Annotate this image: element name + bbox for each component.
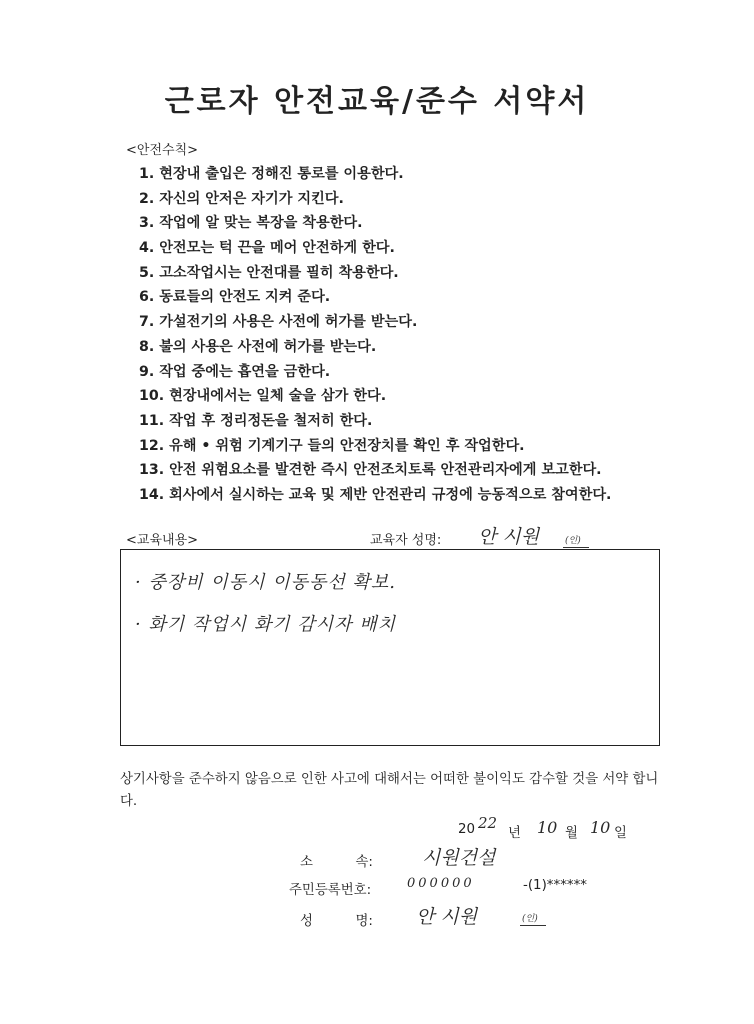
safety-rule: 7. 가설전기의 사용은 사전에 허가를 받는다. (139, 314, 418, 331)
safety-rule: 8. 불의 사용은 사전에 허가를 받는다. (139, 338, 377, 355)
date-month-value: 10 (537, 818, 558, 837)
resident-number-label: 주민등록번호: (289, 883, 372, 898)
affiliation-value: 시원건설 (422, 847, 496, 869)
education-content-label: <교육내용> (126, 533, 199, 548)
safety-rule: 3. 작업에 알 맞는 복장을 착용한다. (139, 215, 363, 232)
safety-rule: 2. 자신의 안저은 자기가 지킨다. (139, 190, 344, 207)
safety-rule: 9. 작업 중에는 흡연을 금한다. (139, 363, 331, 380)
resident-number-front: 000000 (407, 876, 475, 891)
educator-seal: (인) (563, 533, 589, 548)
educator-signature: 안 시원 (478, 526, 540, 548)
date-month-unit: 월 (565, 826, 578, 841)
education-content-box (120, 549, 660, 746)
date-year-value: 22 (478, 814, 498, 832)
date-year-unit: 년 (508, 826, 521, 841)
safety-rule: 14. 회사에서 실시하는 교육 및 제반 안전관리 규정에 능동적으로 참여한다. (139, 486, 612, 503)
safety-rule: 4. 안전모는 턱 끈을 메어 안전하게 한다. (139, 240, 395, 257)
safety-rule: 1. 현장내 출입은 정해진 통로를 이용한다. (139, 166, 404, 182)
safety-rule: 6. 동료들의 안전도 지켜 준다. (139, 289, 331, 306)
educator-name-label: 교육자 성명: (370, 533, 442, 548)
safety-rule: 5. 고소작업시는 안전대를 필히 착용한다. (139, 264, 399, 281)
safety-rule: 12. 유해 • 위험 기계기구 들의 안전장치를 확인 후 작업한다. (139, 437, 525, 454)
date-day-value: 10 (590, 818, 611, 837)
safety-rule: 13. 안전 위험요소를 발견한 즉시 안전조치토록 안전관리자에게 보고한다. (139, 462, 602, 479)
education-content-line: · 화기 작업시 화기 감시자 배치 (135, 614, 396, 635)
safety-rules-label: <안전수칙> (126, 143, 199, 158)
name-label: 성 명: (300, 914, 373, 929)
signer-seal: (인) (520, 911, 546, 926)
signer-signature: 안 시원 (416, 906, 478, 928)
affiliation-label: 소 속: (300, 855, 373, 870)
date-prefix: 20 (458, 822, 476, 837)
resident-number-back: -(1)****** (523, 878, 587, 893)
document-title: 근로자 안전교육/준수 서약서 (164, 84, 590, 119)
safety-rule: 10. 현장내에서는 일체 술을 삼가 한다. (139, 388, 387, 405)
pledge-statement: 상기사항을 준수하지 않음으로 인한 사고에 대해서는 어떠한 불이익도 감수할 것을 서약 합니다. (120, 772, 659, 809)
education-content-line: · 중장비 이동시 이동동선 확보. (135, 572, 396, 593)
safety-rules-list (139, 163, 611, 509)
safety-rule: 11. 작업 후 정리정돈을 철저히 한다. (139, 412, 373, 429)
date-day-unit: 일 (614, 826, 627, 841)
